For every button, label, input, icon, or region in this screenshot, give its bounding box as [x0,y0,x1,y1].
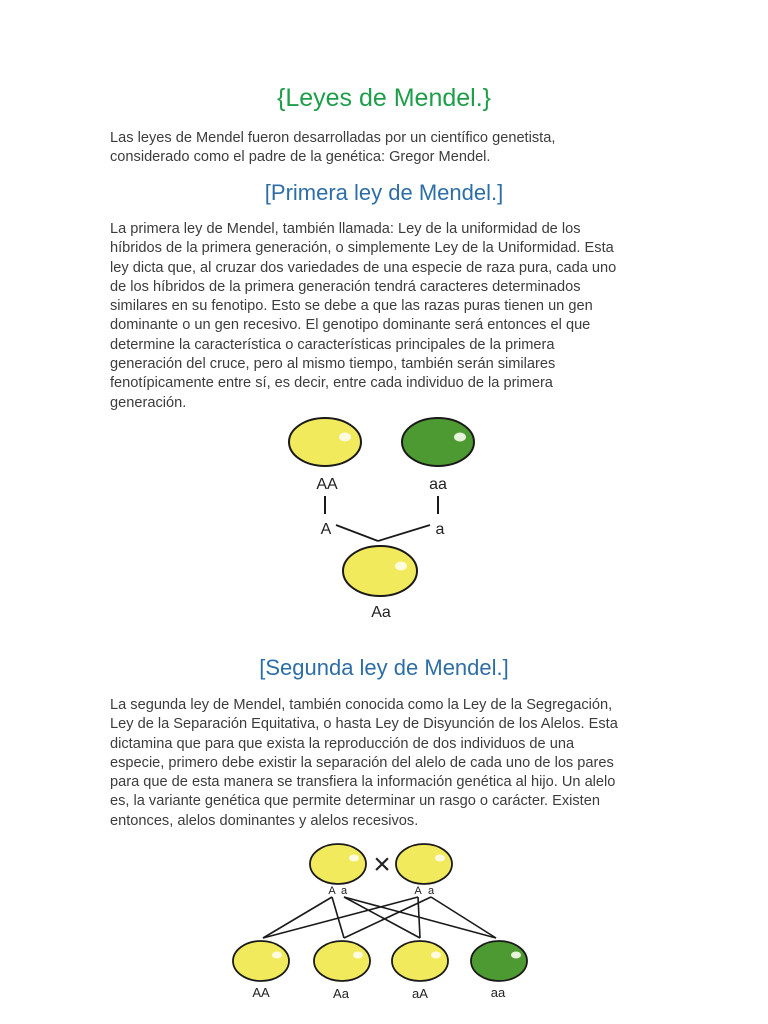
gamete-label-right: a [435,521,445,538]
first-law-line: híbridos de la primera generación, o simplemente Ley de la Uniformidad. Esta [110,240,614,257]
first-law-line: ley dicta que, al cruzar dos variedades de una especie de raza pura, cada uno [110,259,617,276]
offspring-label-2: Aa [333,986,349,1001]
first-law-line: La primera ley de Mendel, también llamada: Ley de la uniformidad de los [110,221,581,237]
first-law-line: similares en su fenotipo. Esto se debe a que las razas puras tienen un gen [110,298,593,315]
offspring-label: Aa [371,604,391,621]
intro-paragraph [110,129,660,168]
cross-line-left [336,525,378,541]
genotype-label-right: aa [429,476,447,493]
genotype-label-left: AA [316,476,338,493]
cross-symbol: × [373,848,391,881]
parent-aa-recessive-pea [402,418,474,466]
parent-aa-dominant-pea [289,418,361,466]
offspring-label-3: aA [412,986,428,1001]
intro-line: Las leyes de Mendel fueron desarrolladas por un científico genetista, [110,130,556,146]
page-title: {Leyes de Mendel.} [276,84,492,112]
second-law-heading: [Segunda ley de Mendel.] [259,655,509,680]
first-law-line: fenotípicamente entre sí, es decir, entre cada individuo de la primera [110,375,553,392]
allele-right-dominant: A [414,885,422,897]
gamete-label-left: A [320,521,332,538]
parent-right-pea [396,844,452,884]
first-law-line: dominante o un gen recesivo. El genotipo dominante será entonces el que [110,317,591,334]
offspring-label-4: aa [490,985,506,1000]
second-law-line: dictamina que para que exista la reproducción de dos individuos de una [110,735,575,752]
second-law-line: para que de esta manera se transfiera la información genética al hijo. Un alelo [110,774,616,791]
parent-left-pea [310,844,366,884]
intro-line: considerado como el padre de la genética: Gregor Mendel. [110,149,491,166]
offspring-pea [343,546,417,596]
allele-left-dominant: A [328,885,336,897]
first-law-line: de los híbridos de la primera generación tendrá caracteres determinados [110,278,581,295]
first-law-heading: [Primera ley de Mendel.] [264,180,504,205]
first-law-line: generación. [110,394,187,411]
second-law-line: es, la variante genética que permite determinar un rasgo o carácter. Existen [110,793,600,810]
second-law-line: La segunda ley de Mendel, también conocida como la Ley de la Segregación, [110,697,613,713]
offspring-pea-aa-recessive [471,941,527,981]
allele-right-recessive: a [427,885,435,897]
cross-line-right [378,525,430,541]
offspring-label-1: AA [252,985,270,1000]
offspring-pea-aa-mixed-2 [392,941,448,981]
second-law-line: especie, primero debe existir la separación del alelo de cada uno de los pares [110,754,614,771]
first-law-line: determine la característica o características principales de la primera [110,336,555,353]
second-law-paragraph [110,696,660,831]
first-law-line: generación del cruce, pero al mismo tiempo, también serán similares [110,356,556,373]
first-law-paragraph [110,220,660,413]
segregation-lines [263,897,496,938]
offspring-pea-aa-dominant [233,941,289,981]
second-law-line: entonces, alelos dominantes y alelos recesivos. [110,812,419,829]
second-law-line: Ley de la Separación Equitativa, o hasta Ley de Disyunción de los Alelos. Esta [110,716,618,733]
allele-left-recessive: a [340,885,348,897]
offspring-pea-aa-mixed-1 [314,941,370,981]
